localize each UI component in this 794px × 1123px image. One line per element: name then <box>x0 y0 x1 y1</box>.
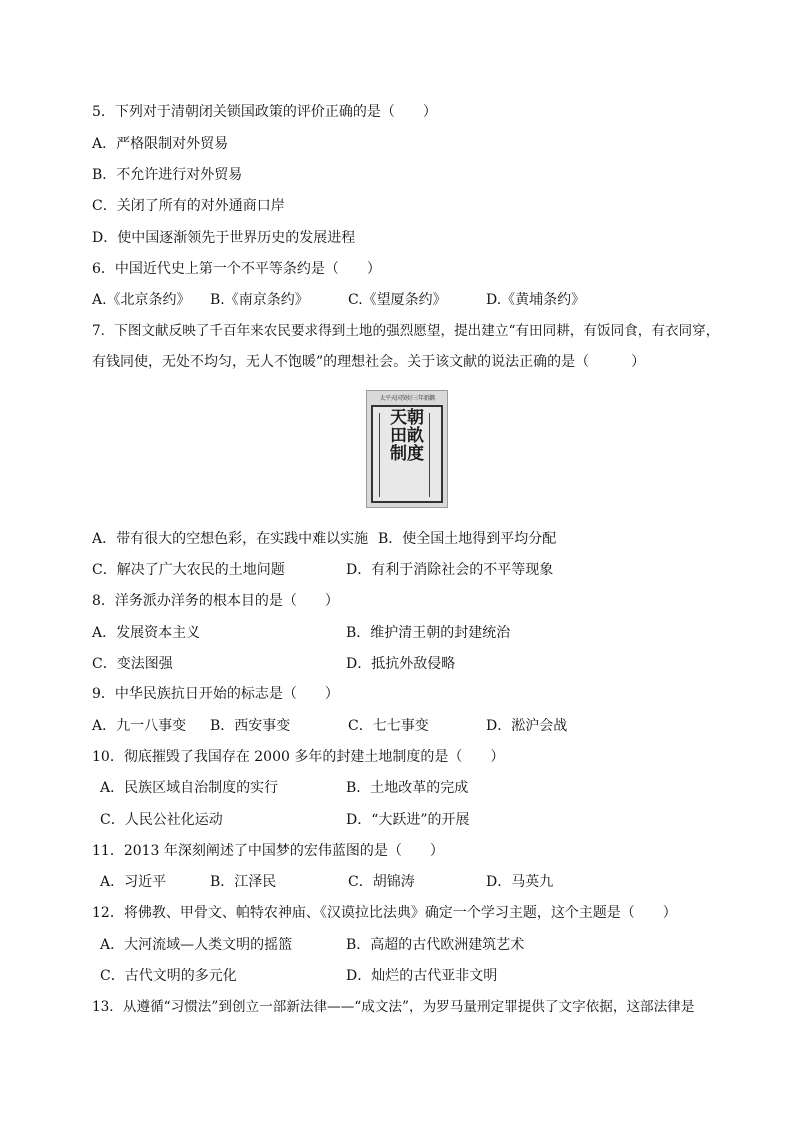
question-13-stem: 13．从遵循“习惯法”到创立一部新法律——“成文法”，为罗马量刑定罪提供了文字依据，这部法律是 <box>92 999 695 1015</box>
question-10-option-d: D．“大跃进”的开展 <box>346 812 470 828</box>
question-12-option-d: D．灿烂的古代亚非文明 <box>346 968 498 984</box>
question-9-option-d: D．淞沪会战 <box>486 718 568 734</box>
question-5-option-c: C．关闭了所有的对外通商口岸 <box>92 198 285 214</box>
document-figure-image <box>366 390 448 508</box>
question-6-option-d: D.《黄埔条约》 <box>486 292 586 308</box>
question-11-option-c: C．胡锦涛 <box>348 874 415 890</box>
question-12-option-b: B．高超的古代欧洲建筑艺术 <box>346 937 525 953</box>
question-10-option-c: C．人民公社化运动 <box>100 812 223 828</box>
question-7-option-c: C．解决了广大农民的土地问题 <box>92 562 285 578</box>
question-10-stem: 10．彻底摧毁了我国存在 2000 多年的封建土地制度的是（ ） <box>92 749 505 765</box>
figure-frame <box>371 405 443 503</box>
question-9-option-b: B．西安事变 <box>210 718 291 734</box>
question-8-option-c: C．变法图强 <box>92 656 173 672</box>
question-10-option-a: A．民族区域自治制度的实行 <box>100 780 279 796</box>
question-11-option-d: D．马英九 <box>486 874 554 890</box>
question-7-option-b: B．使全国土地得到平均分配 <box>378 531 557 547</box>
question-5-stem: 5．下列对于清朝闭关锁国政策的评价正确的是（ ） <box>92 104 437 120</box>
question-11-stem: 11．2013 年深刻阐述了中国梦的宏伟蓝图的是（ ） <box>92 843 444 859</box>
question-9-stem: 9．中华民族抗日开始的标志是（ ） <box>92 686 339 702</box>
question-7-stem-line1: 7．下图文献反映了千百年来农民要求得到土地的强烈愿望，提出建立“有田同耕，有饭同食，有衣同穿， <box>92 323 720 339</box>
question-12-option-c: C．古代文明的多元化 <box>100 968 237 984</box>
question-5-option-d: D．使中国逐渐领先于世界历史的发展进程 <box>92 230 356 246</box>
question-11-option-b: B．江泽民 <box>210 874 277 890</box>
question-5-option-b: B．不允许进行对外贸易 <box>92 167 243 183</box>
question-7-option-d: D．有利于消除社会的不平等现象 <box>346 562 554 578</box>
question-6-option-c: C.《望厦条约》 <box>348 292 447 308</box>
question-8-option-a: A．发展资本主义 <box>92 625 201 641</box>
figure-title-text: 天朝田畝制度 <box>390 408 424 464</box>
question-9-option-a: A．九一八事变 <box>92 718 187 734</box>
question-12-option-a: A．大河流域—人类文明的摇篮 <box>100 937 293 953</box>
question-7-option-a: A．带有很大的空想色彩，在实践中难以实施 <box>92 531 369 547</box>
question-5-option-a: A．严格限制对外贸易 <box>92 136 229 152</box>
question-8-stem: 8．洋务派办洋务的根本目的是（ ） <box>92 593 339 609</box>
question-11-option-a: A．习近平 <box>100 874 167 890</box>
figure-header-text: 太平天国癸好三年新鐫 <box>379 395 435 402</box>
question-8-option-b: B．维护清王朝的封建统治 <box>346 625 511 641</box>
question-8-option-d: D．抵抗外敌侵略 <box>346 656 456 672</box>
question-6-stem: 6．中国近代史上第一个不平等条约是（ ） <box>92 261 381 277</box>
figure-border-line <box>379 413 380 497</box>
question-7-stem-line2: 有钱同使，无处不均匀，无人不饱暖”的理想社会。关于该文献的说法正确的是（ ） <box>92 354 646 370</box>
question-12-stem: 12．将佛教、甲骨文、帕特农神庙、《汉谟拉比法典》确定一个学习主题，这个主题是（ ） <box>92 905 677 921</box>
question-6-option-b: B.《南京条约》 <box>210 292 309 308</box>
question-9-option-c: C．七七事变 <box>348 718 429 734</box>
question-6-option-a: A.《北京条约》 <box>92 292 191 308</box>
question-10-option-b: B．土地改革的完成 <box>346 780 469 796</box>
figure-border-line <box>429 413 430 497</box>
